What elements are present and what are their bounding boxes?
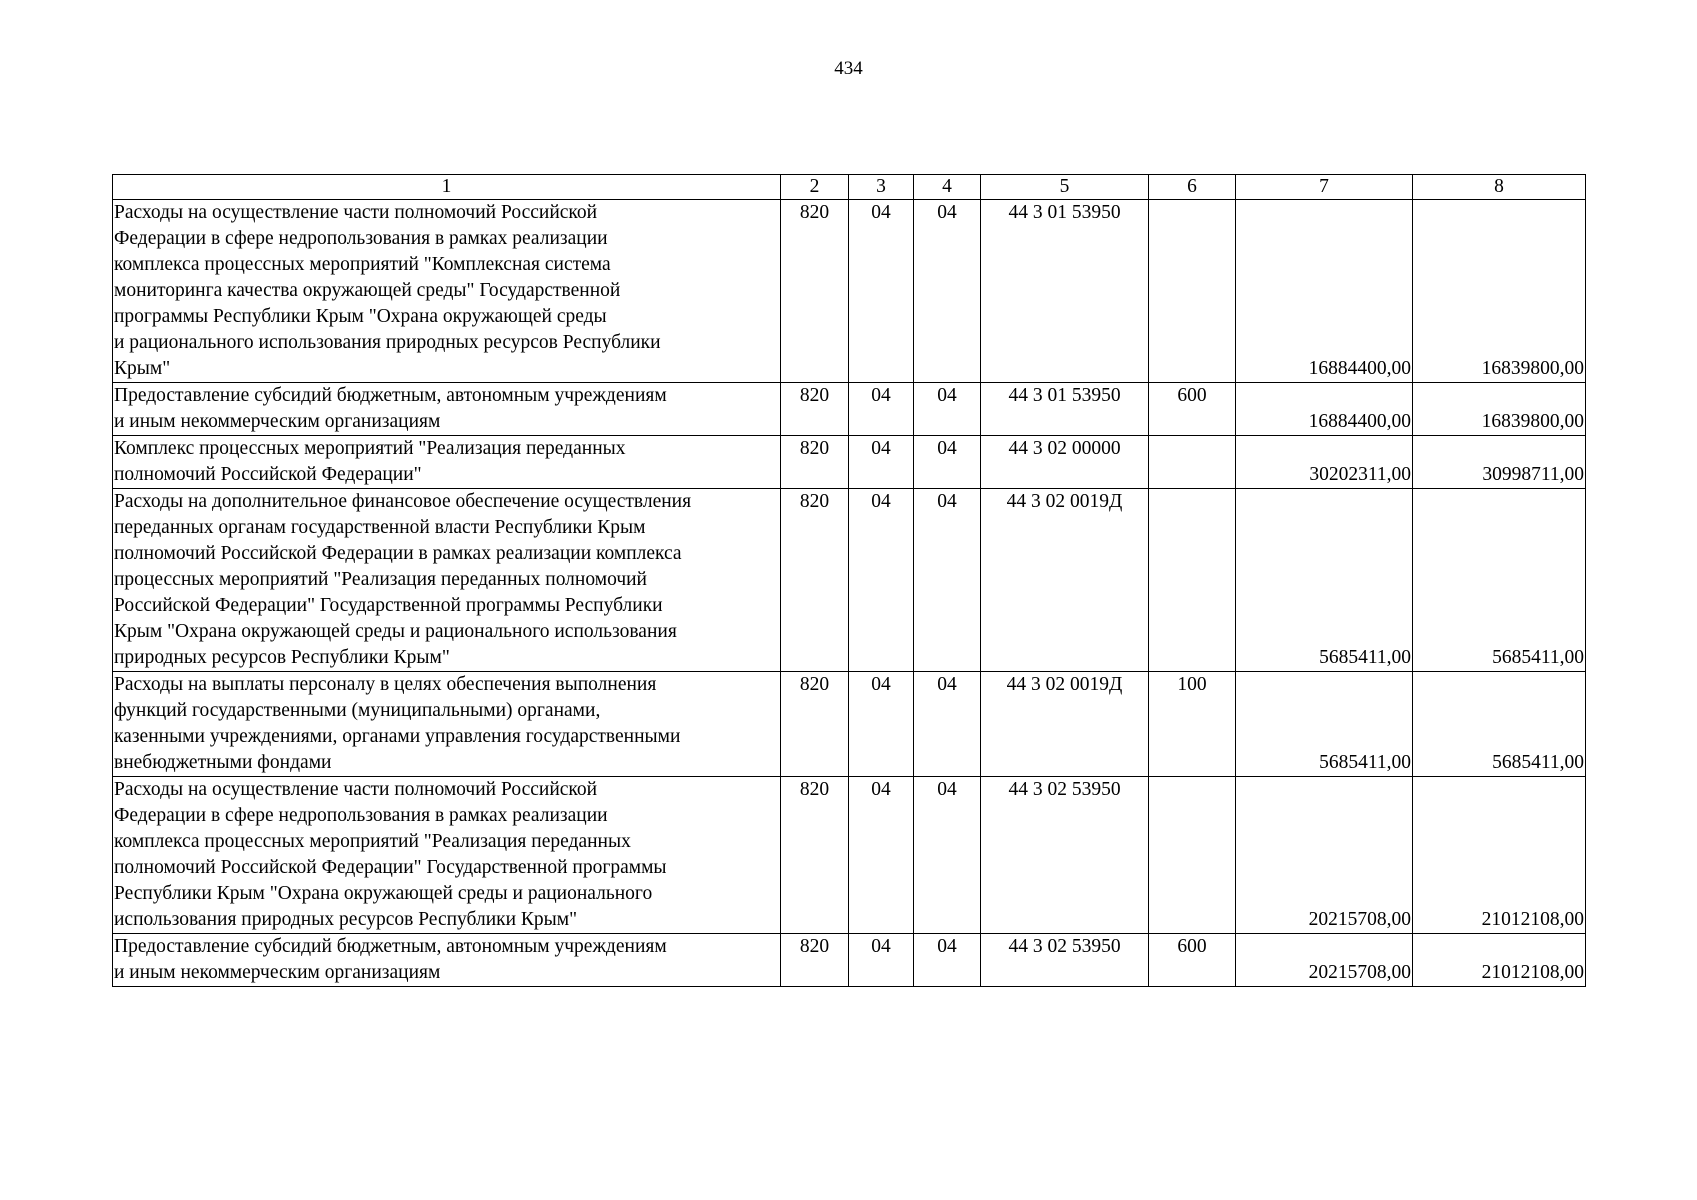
row-section-code: 04	[849, 672, 914, 777]
table-header-row	[113, 175, 1586, 200]
row-target-article: 44 3 02 53950	[981, 777, 1149, 934]
column-header: 8	[1413, 175, 1586, 200]
row-subsection-code: 04	[914, 200, 981, 383]
row-subsection-code: 04	[914, 489, 981, 672]
row-description: Расходы на осуществление части полномочий Российской Федерации в сфере недропользования в рамках реализации комплекса процессных мероприятий "Реализация переданных полномочий Российской Федерации" Государственной программы Республики Крым "Охрана окружающей среды и рационального использования природных ресурсов Республики Крым"	[113, 777, 781, 934]
row-description: Расходы на выплаты персоналу в целях обеспечения выполнения функций государственными (муниципальными) органами, казенными учреждениями, органами управления государственными внебюджетными фондами	[113, 672, 781, 777]
column-header: 3	[849, 175, 914, 200]
row-expense-type	[1149, 777, 1236, 934]
row-amount-col8: 21012108,00	[1413, 934, 1586, 987]
column-header: 4	[914, 175, 981, 200]
row-subsection-code: 04	[914, 777, 981, 934]
row-amount-col7: 16884400,00	[1236, 200, 1413, 383]
row-target-article: 44 3 02 0019Д	[981, 672, 1149, 777]
row-expense-type: 600	[1149, 383, 1236, 436]
row-subsection-code: 04	[914, 934, 981, 987]
page-number: 434	[834, 58, 863, 79]
table-row	[113, 777, 1586, 934]
row-expense-type	[1149, 436, 1236, 489]
row-grbs-code: 820	[781, 383, 849, 436]
row-subsection-code: 04	[914, 672, 981, 777]
row-grbs-code: 820	[781, 934, 849, 987]
row-target-article: 44 3 02 53950	[981, 934, 1149, 987]
row-amount-col7: 20215708,00	[1236, 934, 1413, 987]
table-row	[113, 383, 1586, 436]
row-description: Предоставление субсидий бюджетным, автономным учреждениям и иным некоммерческим организациям	[113, 934, 781, 987]
row-subsection-code: 04	[914, 436, 981, 489]
table-row	[113, 672, 1586, 777]
row-amount-col7: 30202311,00	[1236, 436, 1413, 489]
row-grbs-code: 820	[781, 200, 849, 383]
row-amount-col7: 5685411,00	[1236, 489, 1413, 672]
row-subsection-code: 04	[914, 383, 981, 436]
row-target-article: 44 3 01 53950	[981, 200, 1149, 383]
row-section-code: 04	[849, 200, 914, 383]
row-section-code: 04	[849, 383, 914, 436]
table-row	[113, 200, 1586, 383]
table-row	[113, 934, 1586, 987]
column-header: 7	[1236, 175, 1413, 200]
row-expense-type	[1149, 489, 1236, 672]
row-target-article: 44 3 02 00000	[981, 436, 1149, 489]
row-amount-col8: 16839800,00	[1413, 200, 1586, 383]
row-section-code: 04	[849, 436, 914, 489]
column-header: 5	[981, 175, 1149, 200]
column-header: 2	[781, 175, 849, 200]
row-amount-col8: 21012108,00	[1413, 777, 1586, 934]
row-section-code: 04	[849, 489, 914, 672]
row-grbs-code: 820	[781, 777, 849, 934]
row-amount-col7: 5685411,00	[1236, 672, 1413, 777]
row-description: Расходы на осуществление части полномочий Российской Федерации в сфере недропользования в рамках реализации комплекса процессных мероприятий "Комплексная система мониторинга качества окружающей среды" Государственной программы Республики Крым "Охрана окружающей среды и рационального использования природных ресурсов Республики Крым"	[113, 200, 781, 383]
row-description: Комплекс процессных мероприятий "Реализация переданных полномочий Российской Федерации"	[113, 436, 781, 489]
row-grbs-code: 820	[781, 672, 849, 777]
row-description: Предоставление субсидий бюджетным, автономным учреждениям и иным некоммерческим организациям	[113, 383, 781, 436]
row-expense-type: 100	[1149, 672, 1236, 777]
row-amount-col7: 16884400,00	[1236, 383, 1413, 436]
row-target-article: 44 3 01 53950	[981, 383, 1149, 436]
row-amount-col8: 5685411,00	[1413, 672, 1586, 777]
column-header: 6	[1149, 175, 1236, 200]
row-expense-type	[1149, 200, 1236, 383]
budget-table	[112, 174, 1586, 987]
row-amount-col8: 30998711,00	[1413, 436, 1586, 489]
row-amount-col8: 5685411,00	[1413, 489, 1586, 672]
column-header: 1	[113, 175, 781, 200]
row-amount-col7: 20215708,00	[1236, 777, 1413, 934]
row-target-article: 44 3 02 0019Д	[981, 489, 1149, 672]
row-expense-type: 600	[1149, 934, 1236, 987]
row-grbs-code: 820	[781, 489, 849, 672]
row-grbs-code: 820	[781, 436, 849, 489]
table-row	[113, 489, 1586, 672]
table-row	[113, 436, 1586, 489]
row-section-code: 04	[849, 777, 914, 934]
row-amount-col8: 16839800,00	[1413, 383, 1586, 436]
row-section-code: 04	[849, 934, 914, 987]
row-description: Расходы на дополнительное финансовое обеспечение осуществления переданных органам государственной власти Республики Крым полномочий Российской Федерации в рамках реализации комплекса процессных мероприятий "Реализация переданных полномочий Российской Федерации" Государственной программы Республики Крым "Охрана окружающей среды и рационального использования природных ресурсов Республики Крым"	[113, 489, 781, 672]
